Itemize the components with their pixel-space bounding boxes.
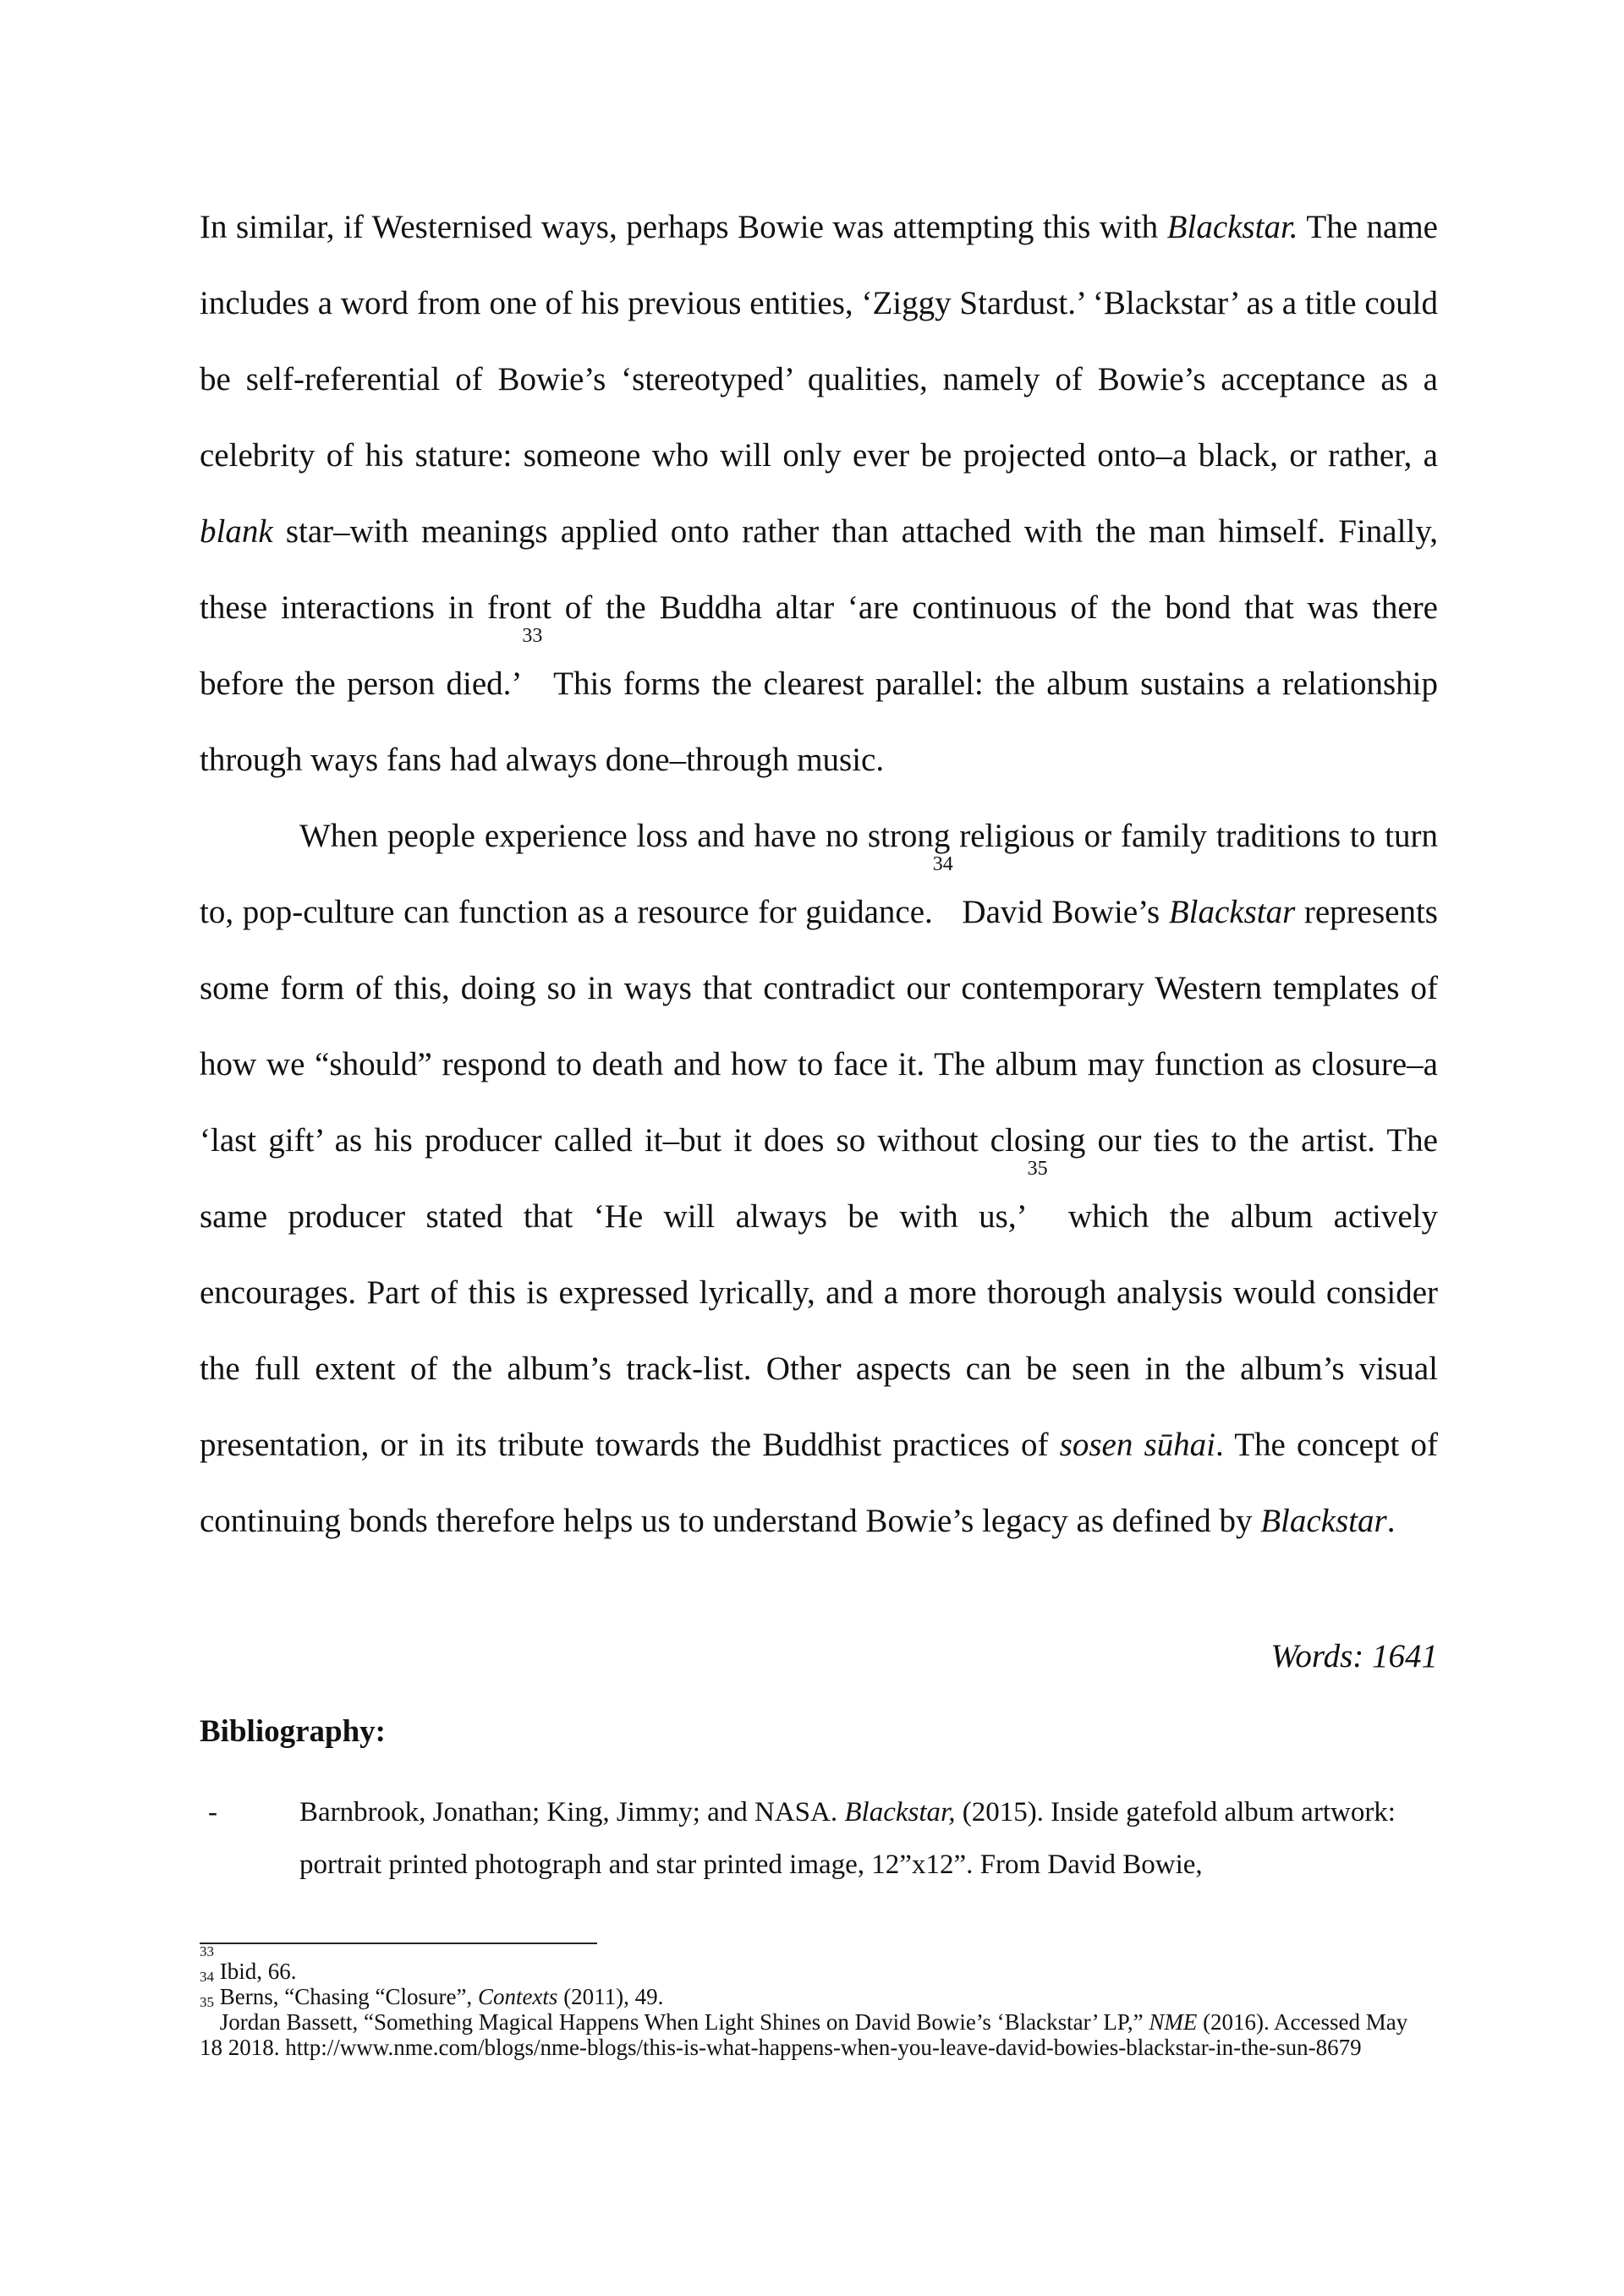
text-run: (2016). Accessed May 18 2018. http://www.nme.com/blogs/nme-blogs/this-is-what-happens-when-you-leave-david-bowies-blackstar-in-the-sun-8679 bbox=[200, 2009, 1408, 2060]
album-title: Blackstar. bbox=[1166, 209, 1298, 245]
emphasis: blank bbox=[200, 513, 273, 550]
text-run: David Bowie’s bbox=[952, 894, 1169, 930]
text-run: represents some form of this, doing so in ways that contradict our contemporary Western templates of how we “should” respond to death and how to face it. The album may function as closure–a ‘last gift’ as his producer called it–but it does so without closing our ties to the artist. The same producer stated that ‘He will always be with us,’ bbox=[200, 894, 1438, 1235]
paragraph-2 bbox=[200, 798, 1438, 1559]
text-run: which the album actively encourages. Part of this is expressed lyrically, and a more thorough analysis would consider the full extent of the album’s track-list. Other aspects can be seen in the album’s visual presentation, or in its tribute towards the Buddhist practices of bbox=[200, 1198, 1439, 1463]
text-run: The name includes a word from one of his previous entities, ‘Ziggy Stardust.’ ‘Blackstar’ as a title could be self-referential of Bowie’s ‘stereotyped’ qualities, namely of Bowie’s acceptance as a celebrity of his stature: someone who will only ever be projected onto–a black, or rather, a bbox=[200, 209, 1438, 474]
footnote-number: 34 bbox=[200, 1969, 214, 1985]
journal-title: Contexts bbox=[477, 1984, 558, 2009]
footnote-number: 35 bbox=[200, 1994, 214, 2010]
footnote-ref-33[interactable]: 33 bbox=[522, 625, 543, 647]
bibliography-list bbox=[200, 1786, 1438, 1891]
album-title: Blackstar, bbox=[844, 1797, 956, 1827]
footnote-ref-34[interactable]: 34 bbox=[932, 853, 953, 875]
album-title: Blackstar bbox=[1168, 894, 1296, 930]
footnote-33 bbox=[200, 1943, 1418, 1984]
text-run: (2015). Inside gatefold album artwork: portrait printed photograph and star printed image, 12”x12”. From David Bowie, bbox=[299, 1797, 1396, 1880]
footnote-number: 33 bbox=[200, 1943, 214, 1959]
bibliography-heading: Bibliography: bbox=[200, 1714, 386, 1749]
publication-title: NME bbox=[1149, 2009, 1198, 2035]
text-run: Barnbrook, Jonathan; King, Jimmy; and NASA. bbox=[299, 1797, 845, 1827]
paragraph-1 bbox=[200, 189, 1438, 798]
text-run: Berns, “Chasing “Closure”, bbox=[219, 1984, 478, 2009]
emphasis: sosen sūhai bbox=[1059, 1427, 1216, 1463]
text-run: This forms the clearest parallel: the album sustains a relationship through ways fans had always done–through music. bbox=[200, 666, 1438, 778]
text-run: Ibid, 66. bbox=[219, 1959, 297, 1984]
text-run: star–with meanings applied onto rather than attached with the man himself. Finally, these interactions in front of the Buddha altar ‘are continuous of the bond that was there before the person died.’ bbox=[200, 513, 1438, 702]
bibliography-entry bbox=[200, 1786, 1438, 1891]
footnote-separator bbox=[200, 1943, 597, 1944]
text-run: In similar, if Westernised ways, perhaps Bowie was attempting this with bbox=[200, 209, 1167, 245]
text-run: Jordan Bassett, “Something Magical Happens When Light Shines on David Bowie’s ‘Blackstar’ LP,” bbox=[219, 2009, 1149, 2035]
word-count: Words: 1641 bbox=[1270, 1638, 1438, 1674]
list-dash: - bbox=[208, 1797, 217, 1827]
body-text bbox=[200, 189, 1438, 1559]
footnote-ref-35[interactable]: 35 bbox=[1027, 1158, 1048, 1180]
text-run: When people experience loss and have no strong religious or family traditions to turn to, pop-culture can function as a resource for guidance. bbox=[200, 818, 1438, 930]
album-title: Blackstar bbox=[1260, 1503, 1387, 1539]
text-run: . The concept of continuing bonds therefore helps us to understand Bowie’s legacy as defined by bbox=[200, 1427, 1438, 1539]
footnotes bbox=[200, 1943, 1418, 2060]
text-run: . bbox=[1386, 1503, 1396, 1539]
text-run: (2011), 49. bbox=[557, 1984, 664, 2009]
